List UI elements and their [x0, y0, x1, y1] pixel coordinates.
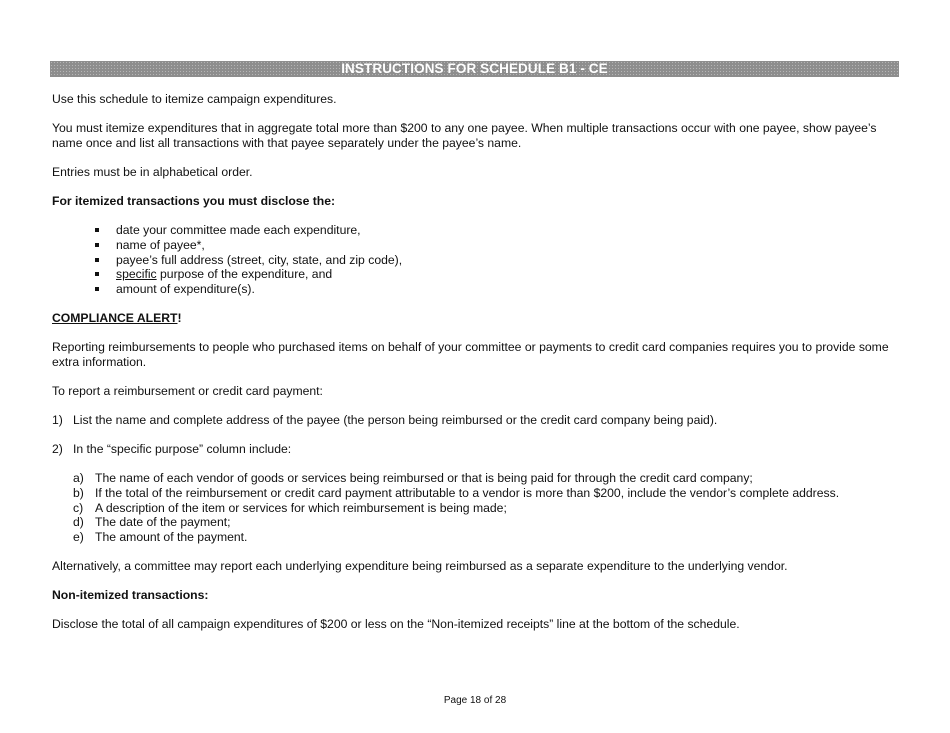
disclose-item-date: date your committee made each expenditure, — [94, 223, 902, 238]
sub-marker: a) — [73, 471, 84, 486]
disclose-item-amount: amount of expenditure(s). — [94, 282, 902, 297]
schedule-title: INSTRUCTIONS FOR SCHEDULE B1 - CE — [341, 61, 608, 76]
disclose-item-payee-name: name of payee*, — [94, 238, 902, 253]
sub-marker: d) — [73, 515, 84, 530]
purpose-sub-list — [52, 471, 902, 544]
sub-item — [73, 501, 902, 516]
compliance-alert-bang: ! — [177, 310, 182, 325]
sub-item — [73, 486, 902, 501]
disclose-item-address: payee’s full address (street, city, state, and zip code), — [94, 253, 902, 268]
sub-text: The amount of the payment. — [95, 529, 248, 544]
disclose-item-purpose — [94, 267, 902, 282]
sub-text: The date of the payment; — [95, 515, 231, 530]
sub-item — [73, 530, 902, 545]
sub-text: A description of the item or services for which reimbursement is being made; — [95, 500, 507, 515]
order-note: Entries must be in alphabetical order. — [52, 164, 253, 179]
sub-item — [73, 471, 902, 486]
instructions-body — [52, 92, 902, 632]
sub-marker: c) — [73, 500, 84, 515]
sub-text: If the total of the reimbursement or credit card payment attributable to a vendor is more than $200, include the vendor’s complete address. — [95, 486, 840, 501]
step-text: List the name and complete address of the payee (the person being reimbursed or the credit card company being paid). — [73, 413, 718, 428]
schedule-title-bar — [50, 61, 899, 77]
step-marker: 2) — [52, 442, 63, 457]
step-1 — [52, 413, 902, 428]
compliance-alert-title: COMPLIANCE ALERT — [52, 310, 178, 325]
sub-item — [73, 515, 902, 530]
disclose-list — [52, 223, 902, 296]
non-itemized-text: Disclose the total of all campaign expenditures of $200 or less on the “Non-itemized receipts” line at the bottom of the schedule. — [52, 617, 740, 632]
sub-marker: b) — [73, 486, 84, 501]
compliance-paragraph: Reporting reimbursements to people who purchased items on behalf of your committee or payments to credit card companies requires you to provide some extra information. — [52, 340, 889, 369]
step-text: In the “specific purpose” column include: — [73, 442, 292, 457]
step-2 — [52, 442, 902, 457]
sub-text: The name of each vendor of goods or services being reimbursed or that is being paid for through the credit card company; — [95, 471, 753, 486]
alternative-note: Alternatively, a committee may report each underlying expenditure being reimbursed as a separate expenditure to the underlying vendor. — [52, 559, 788, 573]
step-marker: 1) — [52, 413, 63, 428]
sub-marker: e) — [73, 529, 84, 544]
disclose-heading: For itemized transactions you must disclose the: — [52, 194, 336, 209]
report-intro: To report a reimbursement or credit card payment: — [52, 383, 323, 398]
aggregate-note: You must itemize expenditures that in aggregate total more than $200 to any one payee. When multiple transactions occur with one payee, show payee’s name once and list all transactions with that payee separately under the payee’s name. — [52, 121, 877, 150]
compliance-alert-heading — [52, 311, 902, 326]
page-number: Page 18 of 28 — [443, 695, 507, 706]
purpose-rest: purpose of the expenditure, and — [156, 267, 333, 282]
intro-text: Use this schedule to itemize campaign expenditures. — [52, 92, 337, 106]
specific-underlined: specific — [116, 267, 157, 282]
non-itemized-heading: Non-itemized transactions: — [52, 588, 209, 603]
